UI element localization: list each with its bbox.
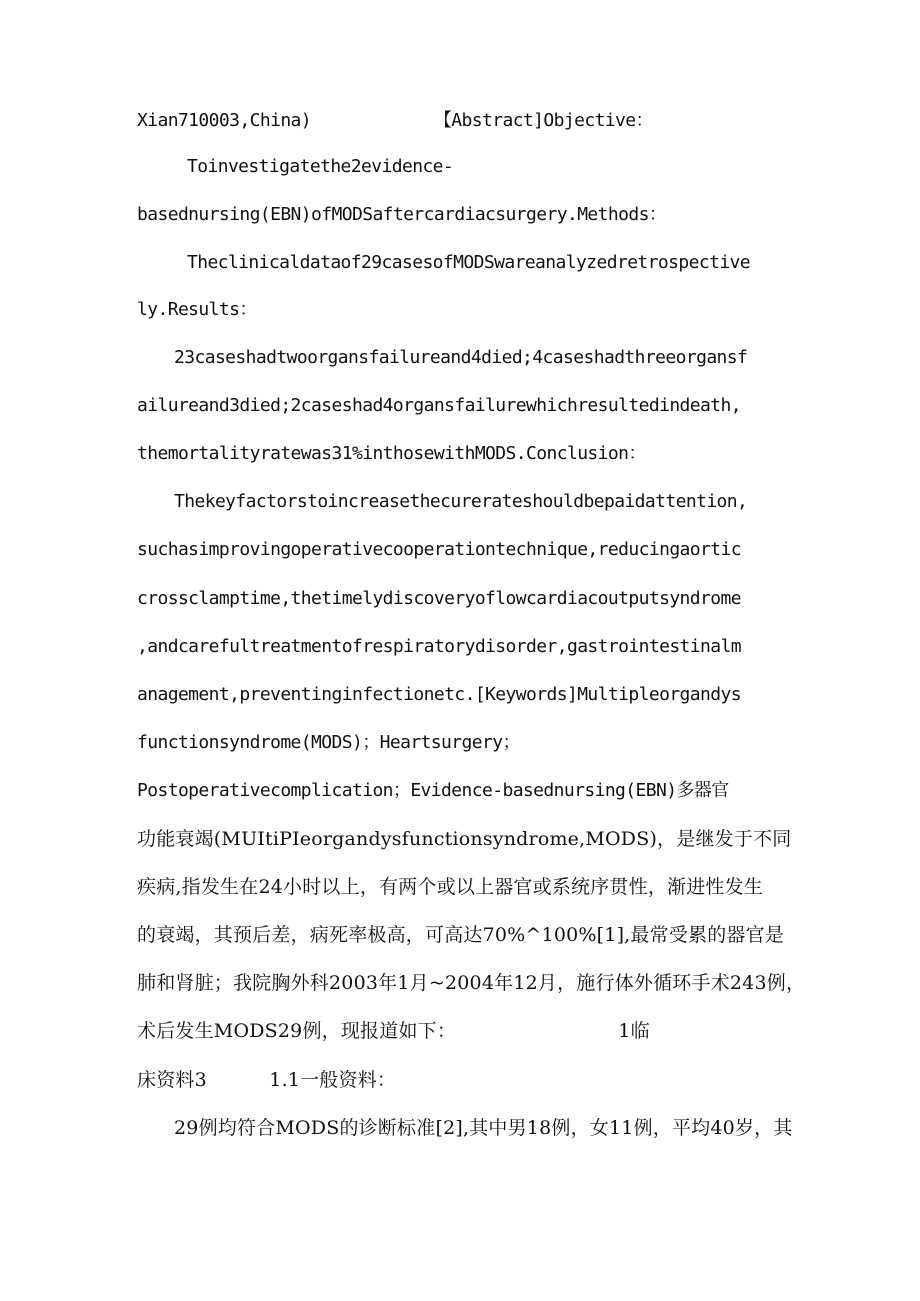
text-line-chinese-1: 功能衰竭(MUItiPIeorgandysfunctionsyndrome,MODS)，是继发于不同 bbox=[137, 828, 792, 850]
text-line-methods: basednursing(EBN)ofMODSaftercardiacsurgery.Methods： bbox=[137, 204, 667, 225]
text-line-conclusion: themortalityratewas31%inthosewithMODS.Conclusion： bbox=[137, 443, 646, 464]
text-line-objective: Toinvestigatethe2evidence- bbox=[187, 156, 454, 177]
text-line-section-heading: 床资料3 1.1一般资料： bbox=[137, 1069, 397, 1091]
text-line-results-detail-1: 23caseshadtwoorgansfailureand4died;4caseshadthreeorgansf bbox=[174, 347, 748, 368]
text-line-results: ly.Results： bbox=[137, 299, 257, 320]
text-line-chinese-4: 肺和肾脏；我院胸外科2003年1月~2004年12月，施行体外循环手术243例， bbox=[137, 972, 806, 994]
text-line-conclusion-detail-1: Thekeyfactorstoincreasethecurerateshouldbepaidattention, bbox=[174, 491, 748, 512]
text-line-chinese-5: 术后发生MODS29例，现报道如下： 1临 bbox=[137, 1020, 650, 1042]
text-line-keywords-2: functionsyndrome(MODS)；Heartsurgery； bbox=[137, 732, 520, 753]
text-line-conclusion-detail-2: suchasimprovingoperativecooperationtechnique,reducingaortic bbox=[137, 539, 741, 560]
text-line-chinese-2: 疾病,指发生在24小时以上，有两个或以上器官或系统序贯性，渐进性发生 bbox=[137, 876, 764, 898]
text-line-chinese-6: 29例均符合MODS的诊断标准[2],其中男18例，女11例，平均40岁，其 bbox=[174, 1117, 793, 1139]
text-line-conclusion-detail-4: ,andcarefultreatmentofrespiratorydisorder,gastrointestinalm bbox=[137, 636, 741, 657]
text-line-clinical-data: Theclinicaldataof29casesofMODSwareanalyzedretrospective bbox=[187, 252, 751, 273]
text-line-conclusion-detail-3: crossclamptime,thetimelydiscoveryoflowcardiacoutputsyndrome bbox=[137, 588, 741, 609]
text-line-keywords-3: Postoperativecomplication；Evidence-basednursing(EBN)多器官 bbox=[137, 780, 729, 801]
text-line-chinese-3: 的衰竭，其预后差，病死率极高，可高达70%^100%[1],最常受累的器官是 bbox=[137, 924, 785, 946]
text-line-keywords: anagement,preventinginfectionetc.[Keywords]Multipleorgandys bbox=[137, 684, 741, 705]
text-line-affiliation: Xian710003,China) 【Abstract]Objective： bbox=[137, 110, 653, 131]
text-line-results-detail-2: ailureand3died;2caseshad4organsfailurewhichresultedindeath, bbox=[137, 395, 741, 416]
